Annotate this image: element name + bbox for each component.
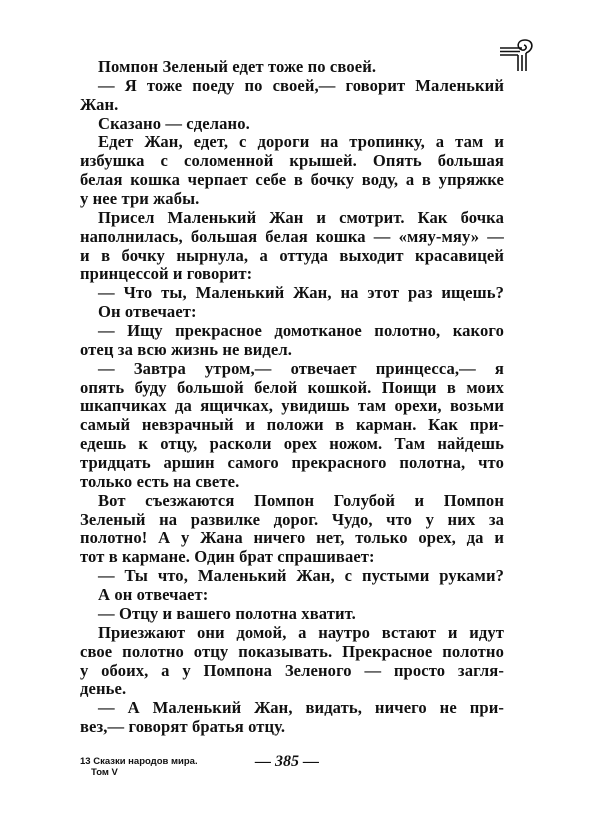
text-line: самый невзрачный и положи в карман. Как при- xyxy=(80,415,504,435)
text-line: едешь к отцу, расколи орех ножом. Там найдешь xyxy=(80,434,504,454)
text-line: Вот съезжаются Помпон Голубой и Помпон xyxy=(98,490,504,510)
text-line: Он отвечает: xyxy=(98,302,197,322)
signature-mark: 13 Сказки народов мира. xyxy=(80,756,198,767)
text-line: тот в кармане. Один брат спрашивает: xyxy=(80,547,375,567)
text-line: — Ищу прекрасное домотканое полотно, какого xyxy=(98,321,504,341)
text-line: принцессой и говорит: xyxy=(80,264,253,284)
text-line: — Ты что, Маленький Жан, с пустыми руками? xyxy=(98,566,504,586)
volume-label: Том V xyxy=(91,767,118,778)
text-line: Жан. xyxy=(80,94,119,114)
text-line: опять буду большой белой кошкой. Поищи в моих xyxy=(80,377,504,397)
text-line: Приезжают они домой, а наутро встают и идут xyxy=(98,622,504,642)
text-line: — Что ты, Маленький Жан, на этот раз ищешь? xyxy=(98,283,504,303)
text-line: денье. xyxy=(80,679,127,699)
text-line: Присел Маленький Жан и смотрит. Как бочка xyxy=(98,207,504,227)
page-number: — 385 — xyxy=(255,753,319,770)
text-line: избушка с соломенной крышей. Опять большая xyxy=(80,151,504,171)
body-text xyxy=(80,58,504,737)
text-line: — Отцу и вашего полотна хватит. xyxy=(98,603,356,623)
text-line: полотно! А у Жана ничего нет, только орех, да и xyxy=(80,528,504,548)
text-line: — А Маленький Жан, видать, ничего не при- xyxy=(98,698,504,718)
text-line: — Завтра утром,— отвечает принцесса,— я xyxy=(98,358,504,378)
text-line: у нее три жабы. xyxy=(80,189,200,209)
text-line: наполнилась, большая белая кошка — «мяу-мяу» — xyxy=(80,226,504,246)
footer-signature xyxy=(80,756,198,778)
text-line: тридцать аршин самого прекрасного полотна, что xyxy=(80,453,504,473)
text-line: свое полотно отцу показывать. Прекрасное полотно xyxy=(80,641,504,661)
text-line: А он отвечает: xyxy=(98,585,209,605)
text-line: и в бочку нырнула, а оттуда выходит красавицей xyxy=(80,245,504,265)
text-line: только есть на свете. xyxy=(80,471,240,491)
text-line: Едет Жан, едет, с дороги на тропинку, а там и xyxy=(98,132,504,152)
text-line: — Я тоже поеду по своей,— говорит Маленький xyxy=(98,75,504,95)
text-line: белая кошка черпает себе в бочку воду, а в упряжке xyxy=(80,170,504,190)
text-line: отец за всю жизнь не видел. xyxy=(80,339,293,359)
text-line: у обоих, а у Помпона Зеленого — просто загля- xyxy=(80,660,504,680)
text-line: вез,— говорят братья отцу. xyxy=(80,717,286,737)
text-line: Помпон Зеленый едет тоже по своей. xyxy=(98,57,377,76)
text-line: шкапчиках да ящичках, увидишь там орехи, возьми xyxy=(80,396,504,416)
text-line: Зеленый на развилке дорог. Чудо, что у них за xyxy=(80,509,504,529)
text-line: Сказано — сделано. xyxy=(98,113,250,133)
